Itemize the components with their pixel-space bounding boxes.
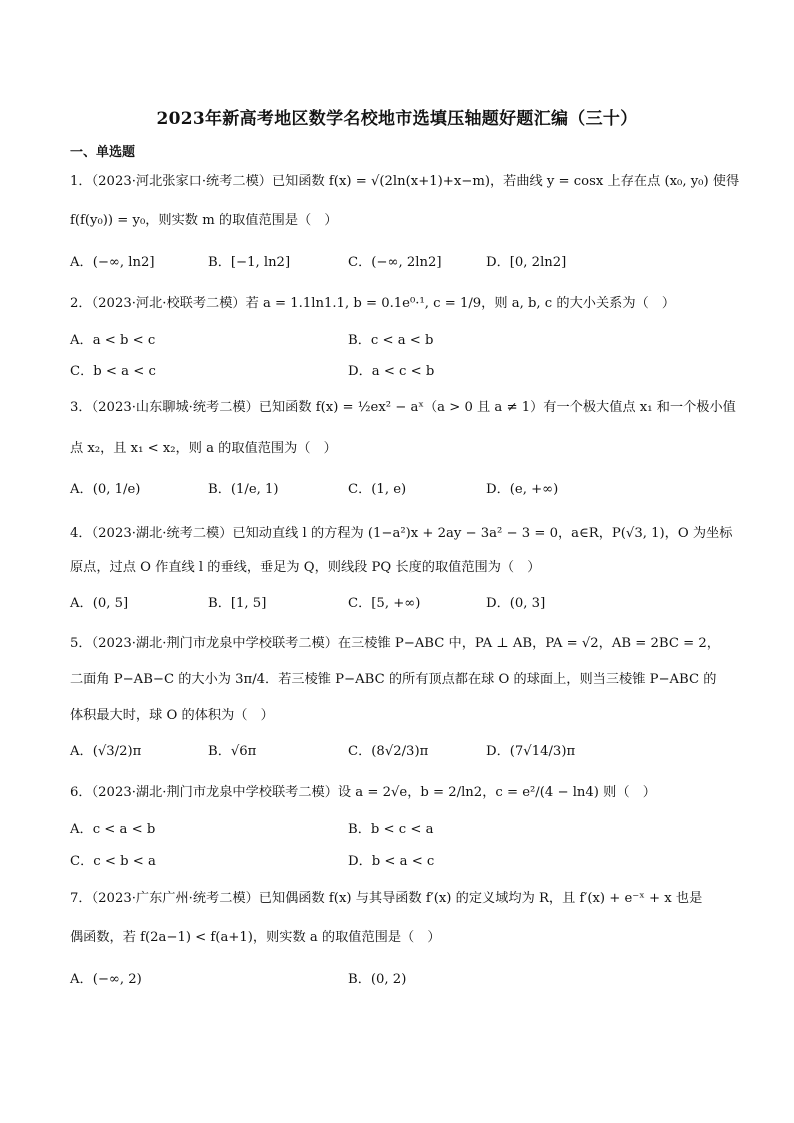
question-4-option-c: C．[5, +∞) (348, 596, 421, 611)
question-2-option-d: D．a < c < b (348, 364, 435, 379)
question-4-option-b: B．[1, 5] (208, 596, 267, 611)
question-4-option-a: A．(0, 5] (70, 596, 129, 611)
question-5-option-b: B．√6π (208, 744, 257, 759)
question-6-option-c: C．c < b < a (70, 854, 156, 869)
question-1-option-c: C．(−∞, 2ln2] (348, 255, 442, 270)
question-5-line-3: 体积最大时，球 O 的体积为（ ） (70, 708, 274, 723)
question-3-option-c: C．(1, e) (348, 482, 407, 497)
question-5-option-c: C．(8√2/3)π (348, 744, 429, 759)
question-5-line-2: 二面角 P−AB−C 的大小为 3π/4．若三棱锥 P−ABC 的所有顶点都在球 O 的球面上，则当三棱锥 P−ABC 的 (70, 672, 717, 687)
question-7-option-b: B．(0, 2) (348, 972, 407, 987)
question-3-option-a: A．(0, 1/e) (70, 482, 141, 497)
question-3-line-2: 点 x₂，且 x₁ < x₂，则 a 的取值范围为（ ） (70, 441, 337, 456)
question-3-option-b: B．(1/e, 1) (208, 482, 279, 497)
question-2-option-c: C．b < a < c (70, 364, 156, 379)
question-7-option-a: A．(−∞, 2) (70, 972, 142, 987)
question-1-option-d: D．[0, 2ln2] (486, 255, 567, 270)
section-heading: 一、单选题 (70, 145, 136, 160)
page-title: 2023年新高考地区数学名校地市选填压轴题好题汇编（三十） (156, 109, 638, 129)
question-1-line-1: 1．（2023·河北张家口·统考二模）已知函数 f(x) = √(2ln(x+1)+x−m)，若曲线 y = cosx 上存在点 (x₀, y₀) 使得 (70, 174, 740, 189)
question-6-line-1: 6．（2023·湖北·荆门市龙泉中学校联考二模）设 a = 2√e，b = 2/ln2，c = e²/(4 − ln4) 则（ ） (70, 785, 656, 800)
question-1-line-2: f(f(y₀)) = y₀，则实数 m 的取值范围是（ ） (70, 213, 338, 228)
question-2-line-1: 2．（2023·河北·校联考二模）若 a = 1.1ln1.1, b = 0.1e⁰·¹, c = 1/9，则 a, b, c 的大小关系为（ ） (70, 296, 676, 311)
question-1-option-a: A．(−∞, ln2] (70, 255, 155, 270)
question-6-option-b: B．b < c < a (348, 822, 434, 837)
question-6-option-d: D．b < a < c (348, 854, 435, 869)
question-2-option-b: B．c < a < b (348, 333, 434, 348)
question-4-line-2: 原点，过点 O 作直线 l 的垂线，垂足为 Q，则线段 PQ 长度的取值范围为（ ） (70, 560, 541, 575)
question-7-line-1: 7．（2023·广东广州·统考二模）已知偶函数 f(x) 与其导函数 f′(x) 的定义域均为 R，且 f′(x) + e⁻ˣ + x 也是 (70, 891, 703, 906)
question-7-line-2: 偶函数，若 f(2a−1) < f(a+1)，则实数 a 的取值范围是（ ） (70, 930, 441, 945)
question-3-option-d: D．(e, +∞) (486, 482, 559, 497)
question-4-line-1: 4．（2023·湖北·统考二模）已知动直线 l 的方程为 (1−a²)x + 2ay − 3a² − 3 = 0，a∈R，P(√3, 1)，O 为坐标 (70, 526, 733, 541)
question-5-option-d: D．(7√14/3)π (486, 744, 576, 759)
question-1-option-b: B．[−1, ln2] (208, 255, 291, 270)
question-6-option-a: A．c < a < b (70, 822, 156, 837)
question-5-option-a: A．(√3/2)π (70, 744, 142, 759)
question-3-line-1: 3．（2023·山东聊城·统考二模）已知函数 f(x) = ½ex² − aˣ（a > 0 且 a ≠ 1）有一个极大值点 x₁ 和一个极小值 (70, 400, 736, 415)
question-5-line-1: 5．（2023·湖北·荆门市龙泉中学校联考二模）在三棱锥 P−ABC 中，PA ⊥ AB，PA = √2，AB = 2BC = 2， (70, 636, 720, 651)
question-4-option-d: D．(0, 3] (486, 596, 546, 611)
question-2-option-a: A．a < b < c (70, 333, 156, 348)
